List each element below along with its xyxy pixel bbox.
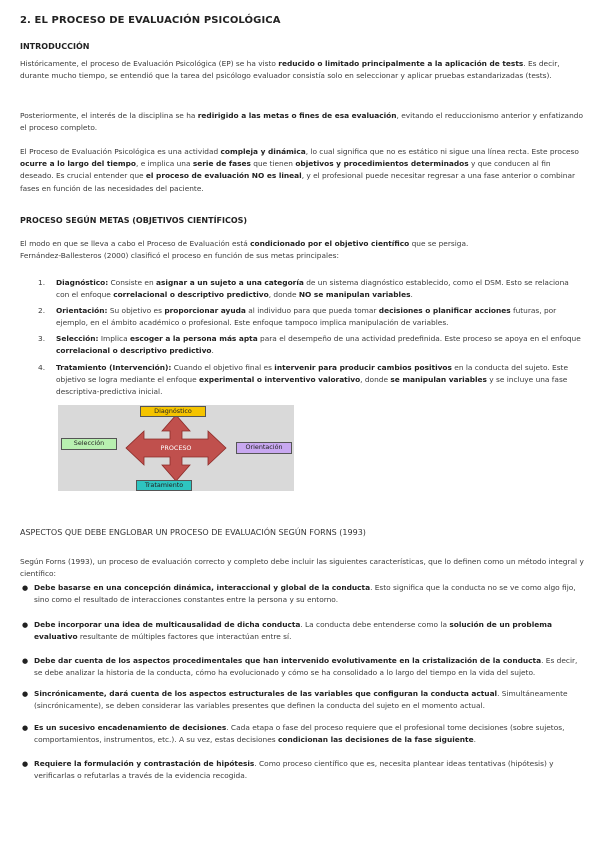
forns-item-6: ● Requiere la formulación y contrastación de hipótesis. Como proceso científico que es, necesita plantear ideas tentativas (hipótesis) y verificarlas o refutarlas a través de la evidencia recogida. bbox=[22, 759, 554, 781]
diagram-left-box: Selección bbox=[61, 438, 117, 450]
forns-item-1: ● Debe basarse en una concepción dinámica, interaccional y global de la conducta. Esto significa que la conducta no se ve como algo fijo, sino como el resultado de interacciones constantes entre la persona y su entorno. bbox=[22, 583, 576, 605]
forns-item-5: ● Es un sucesivo encadenamiento de decisiones. Cada etapa o fase del proceso requiere que el profesional tome decisiones (sobre sujetos, comportamientos, instrumentos, etc.). A su vez, estas decisiones condicionan las decisiones de la fase siguiente. bbox=[22, 723, 565, 745]
diagram-center-label: PROCESO bbox=[160, 444, 192, 452]
forns-item-4: ● Sincrónicamente, dará cuenta de los aspectos estructurales de las variables que configuran la conducta actual. Simultáneamente (sincrónicamente), se deben considerar las variables presentes que definen la conducta del sujeto en el momento actual. bbox=[22, 689, 568, 711]
forns-heading: ASPECTOS QUE DEBE ENGLOBAR UN PROCESO DE EVALUACIÓN SEGÚN FORNS (1993) bbox=[20, 528, 366, 537]
intro-paragraph-3: El Proceso de Evaluación Psicológica es una actividad compleja y dinámica, lo cual significa que no es estático ni sigue una línea recta. Este proceso ocurre a lo largo del tiempo, e implica una serie de fases que tienen objetivos y procedimientos determinados y que conducen al fin deseado. Es crucial entender que el proceso de evaluación NO es lineal, y el profesional puede necesitar regresar a una fase anterior o combinar fases en función de las necesidades del paciente. bbox=[20, 147, 579, 193]
diagram-bottom-box: Tratamiento bbox=[136, 480, 192, 491]
section-title: 2. EL PROCESO DE EVALUACIÓN PSICOLÓGICA bbox=[20, 15, 281, 26]
intro-paragraph-1: Históricamente, el proceso de Evaluación Psicológica (EP) se ha visto reducido o limitado principalmente a la aplicación de tests. Es decir, durante mucho tiempo, se entendió que la tarea del psicólogo evaluador consistía solo en seleccionar y aplicar pruebas estandarizadas (tests). bbox=[20, 59, 560, 81]
forns-intro: Según Forns (1993), un proceso de evaluación correcto y completo debe incluir las siguientes características, que lo definen como un método integral y científico: bbox=[20, 557, 584, 579]
intro-heading: INTRODUCCIÓN bbox=[20, 42, 90, 51]
diagram-right-box: Orientación bbox=[236, 442, 292, 454]
forns-item-3: ● Debe dar cuenta de los aspectos procedimentales que han intervenido evolutivamente en la cristalización de la conducta. Es decir, se debe analizar la historia de la conducta, cómo ha evolucionado y cómo se ha consolidado a lo largo del tiempo en la vida del sujeto. bbox=[22, 656, 578, 678]
goals-heading: PROCESO SEGÚN METAS (OBJETIVOS CIENTÍFICOS) bbox=[20, 216, 248, 225]
goals-intro: El modo en que se lleva a cabo el Proceso de Evaluación está condicionado por el objetivo científico que se persiga. Fernández-Ballesteros (2000) clasificó el proceso en función de sus metas principales: bbox=[20, 239, 469, 261]
process-diagram bbox=[58, 405, 294, 491]
forns-item-2: ● Debe incorporar una idea de multicausalidad de dicha conducta. La conducta debe entenderse como la solución de un problema evaluativo resultante de múltiples factores que interactúan entre sí. bbox=[22, 620, 552, 642]
intro-paragraph-2: Posteriormente, el interés de la disciplina se ha redirigido a las metas o fines de esa evaluación, evitando el reduccionismo anterior y enfatizando el proceso completo. bbox=[20, 111, 583, 133]
diagram-top-box: Diagnóstico bbox=[140, 406, 206, 417]
document-page: 2. EL PROCESO DE EVALUACIÓN PSICOLÓGICA INTRODUCCIÓN Históricamente, el proceso de Evaluación Psicológica (EP) se ha visto reducido o limitado principalmente a la aplicación de tests. Es decir, durante mucho tiempo, se entendió que la tarea del psicólogo evaluador consistía solo en seleccionar y aplicar pruebas estandarizadas (tests). Posteriormente, el interés de la disciplina se ha redirigido a las metas o fines de esa evaluación, evitando el reduccionismo anterior y enfatizando el proceso completo. El Proceso de Evaluación Psicológica es una actividad compleja y dinámica, lo cual significa que no es estático ni sigue una línea recta. Este proceso ocurre a lo largo del tiempo, e implica una serie de fases que tienen objetivos y procedimientos determinados y que conducen al fin deseado. Es crucial entender que el proceso de evaluación NO es lineal, y el profesional puede necesitar regresar a una fase anterior o combinar fases en función de las necesidades del paciente. PROCESO SEGÚN METAS (OBJETIVOS CIENTÍFICOS) El modo en que se lleva a cabo el Proceso de Evaluación está condicionado por el objetivo científico que se persiga. Fernández-Ballesteros (2000) clasificó el proceso en función de sus metas principales: 1. Diagnóstico: Consiste en asignar a un sujeto a una categoría de un sistema diagnóstico establecido, como el DSM. Esto se relaciona con el enfoque correlacional o descriptivo predictivo, donde NO se manipulan variables. 2. Orientación: Su objetivo es proporcionar ayuda al individuo para que pueda tomar decisiones o planificar acciones futuras, por ejemplo, en el ámbito académico o profesional. Este enfoque tampoco implica manipulación de variables. 3. Selección: Implica escoger a la persona más apta para el desempeño de una actividad predefinida. Este proceso se apoya en el enfoque correlacional o descriptivo predictivo. 4. Tratamiento (Intervención): Cuando el objetivo final es intervenir para producir cambios positivos en la conducta del sujeto. Este objetivo se logra mediante el enfoque experimental o interventivo valorativo, donde se manipulan variables y se incluye una fase descriptiva-predictiva inicial. Diagnóstico Selección Orientación Tratamiento PROCESO ASPECTOS QUE DEBE ENGLOBAR UN PROCESO DE EVALUACIÓN SEGÚN FORNS (1993) Según Forns (1993), un proceso de evaluación correcto y completo debe incluir las siguientes características, que lo definen como un método integral y científico: ● Debe basarse en una concepción dinámica, interaccional y global de la conducta. Esto significa que la conducta no se ve como algo fijo, sino como el resultado de interacciones constantes entre la persona y su entorno. ● Debe incorporar una idea de multicausalidad de dicha conducta. La conducta debe entenderse como la solución de un problema evaluativo resultante de múltiples factores que interactúan entre sí. ● Debe dar cuenta de los aspectos procedimentales que han intervenido evolutivamente en la cristalización de la conducta. Es decir, se debe analizar la historia de la conducta, cómo ha evolucionado y cómo se ha consolidado a lo largo del tiempo en la vida del sujeto. ● Sincrónicamente, dará cuenta de los aspectos estructurales de las variables que configuran la conducta actual. Simultáneamente (sincrónicamente), se deben considerar las variables presentes que definen la conducta del sujeto en el momento actual. ● Es un sucesivo encadenamiento de decisiones. Cada etapa o fase del proceso requiere que el profesional tome decisiones (sobre sujetos, comportamientos, instrumentos, etc.). A su vez, estas decisiones condicionan las decisiones de la fase siguiente. ● Requiere la formulación y contrastación de hipótesis. Como proceso científico que es, necesita plantear ideas tentativas (hipótesis) y verificarlas o refutarlas a través de la evidencia recogida. bbox=[0, 0, 600, 848]
